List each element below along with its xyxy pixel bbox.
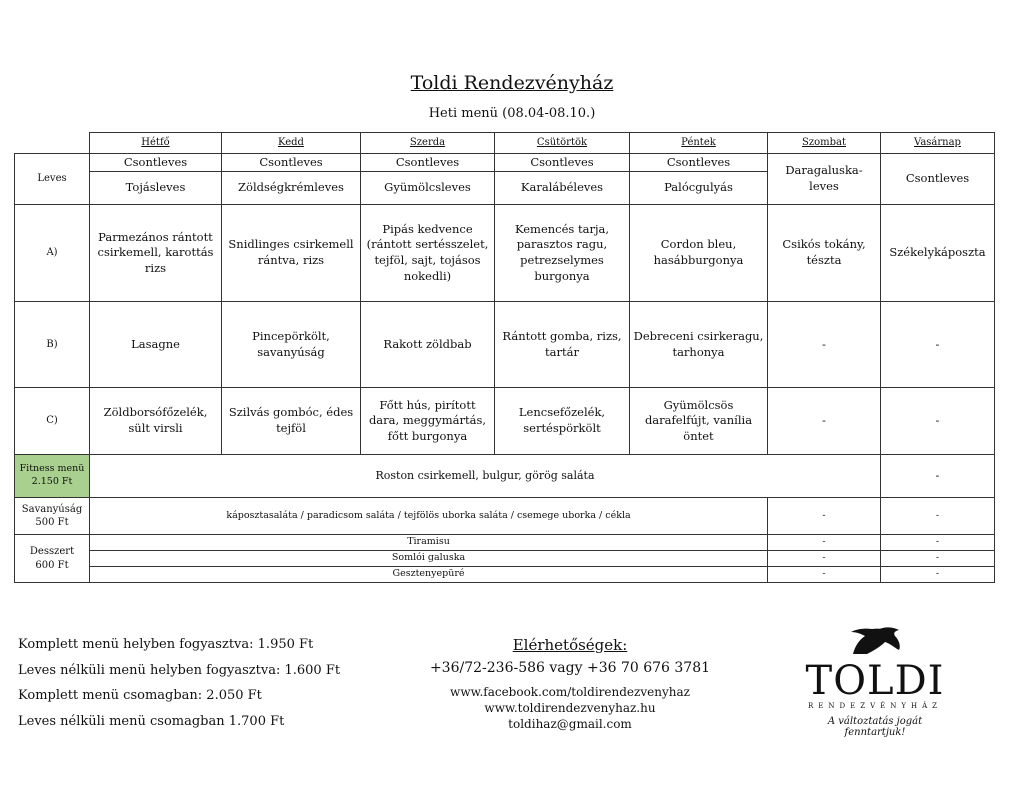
menu-a-sunday: Székelykáposzta: [881, 205, 995, 302]
website-link[interactable]: www.toldirendezvenyhaz.hu: [484, 701, 656, 715]
dessert-item: Tiramisu: [90, 535, 768, 551]
day-header-row: [15, 133, 995, 154]
fitness-label-cell: [15, 455, 90, 498]
fitness-row: [15, 455, 995, 498]
dessert-row-3: [15, 567, 995, 583]
dessert-item: Gesztenyepüré: [90, 567, 768, 583]
day-saturday: Szombat: [768, 133, 881, 154]
price-complete-dine-in: Komplett menü helyben fogyasztva: 1.950 Ft: [18, 637, 314, 652]
dessert-item: Somlói galuska: [90, 551, 768, 567]
fitness-price: 2.150 Ft: [31, 476, 73, 487]
menu-a-wednesday: Pipás kedvence (rántott sertésszelet, tejföl, sajt, tojásos nokedli): [361, 205, 495, 302]
dessert-sunday: -: [881, 551, 995, 567]
menu-b-monday: Lasagne: [90, 302, 222, 388]
menu-b-thursday: Rántott gomba, rizs, tartár: [495, 302, 630, 388]
price-no-soup-takeaway: Leves nélküli menü csomagban 1.700 Ft: [18, 713, 285, 729]
menu-b-wednesday: Rakott zöldbab: [361, 302, 495, 388]
soup-first-friday: Csontleves: [630, 154, 768, 172]
corner-cell: [15, 133, 90, 154]
dessert-saturday: -: [768, 551, 881, 567]
soup-first-thursday: Csontleves: [495, 154, 630, 172]
pickles-label: Savanyúság: [21, 503, 83, 515]
price-no-soup-dine-in: Leves nélküli menü helyben fogyasztva: 1.600 Ft: [18, 662, 341, 678]
contact-block: [390, 636, 750, 732]
day-friday: Péntek: [630, 133, 768, 154]
toldi-logo: [800, 624, 950, 738]
menu-c-sunday: -: [881, 388, 995, 455]
contact-heading: Elérhetőségek:: [512, 636, 628, 654]
fitness-dish: Roston csirkemell, bulgur, görög saláta: [90, 455, 881, 498]
dessert-price: 600 Ft: [35, 559, 69, 571]
menu-a-label: A): [15, 205, 90, 302]
fitness-label: Fitness menü: [19, 463, 85, 475]
pickles-label-cell: [15, 498, 90, 535]
facebook-link[interactable]: www.facebook.com/toldirendezvenyhaz: [450, 685, 690, 699]
menu-b-sunday: -: [881, 302, 995, 388]
menu-c-tuesday: Szilvás gombóc, édes tejföl: [222, 388, 361, 455]
pickles-options: káposztasaláta / paradicsom saláta / tejfölös uborka saláta / csemege uborka / cékla: [90, 498, 768, 535]
menu-b-friday: Debreceni csirkeragu, tarhonya: [630, 302, 768, 388]
menu-c-wednesday: Főtt hús, pirított dara, meggymártás, főtt burgonya: [361, 388, 495, 455]
contact-phones: +36/72-236-586 vagy +36 70 676 3781: [429, 660, 711, 676]
soup-second-friday: Palócgulyás: [630, 172, 768, 205]
logo-brand: TOLDI: [805, 658, 945, 704]
page-title: Toldi Rendezvényház: [410, 72, 614, 94]
day-monday: Hétfő: [90, 133, 222, 154]
dessert-label-cell: [15, 535, 90, 583]
email-link[interactable]: toldihaz@gmail.com: [508, 717, 632, 731]
menu-b-tuesday: Pincepörkölt, savanyúság: [222, 302, 361, 388]
soup-second-monday: Tojásleves: [90, 172, 222, 205]
menu-c-row: [15, 388, 995, 455]
soup-second-wednesday: Gyümölcsleves: [361, 172, 495, 205]
price-list: [18, 632, 340, 734]
dessert-saturday: -: [768, 567, 881, 583]
soup-label: Leves: [15, 154, 90, 205]
dessert-row-2: [15, 551, 995, 567]
menu-a-saturday: Csikós tokány, tészta: [768, 205, 881, 302]
soup-first-tuesday: Csontleves: [222, 154, 361, 172]
rights-note: A változtatás jogát fenntartjuk!: [827, 716, 923, 738]
day-thursday: Csütörtök: [495, 133, 630, 154]
weekly-menu-table: [14, 132, 995, 583]
menu-b-saturday: -: [768, 302, 881, 388]
menu-a-tuesday: Snidlinges csirkemell rántva, rizs: [222, 205, 361, 302]
logo-tagline: RENDEZVÉNYHÁZ: [807, 702, 943, 710]
menu-c-friday: Gyümölcsös darafelfújt, vanília öntet: [630, 388, 768, 455]
menu-a-thursday: Kemencés tarja, parasztos ragu, petrezselymes burgonya: [495, 205, 630, 302]
soup-second-tuesday: Zöldségkrémleves: [222, 172, 361, 205]
dessert-label: Desszert: [29, 546, 75, 557]
day-sunday: Vasárnap: [881, 133, 995, 154]
fitness-sunday: -: [881, 455, 995, 498]
menu-c-saturday: -: [768, 388, 881, 455]
menu-b-row: [15, 302, 995, 388]
dessert-saturday: -: [768, 535, 881, 551]
soup-row-1: [15, 154, 995, 172]
soup-sunday: Csontleves: [881, 154, 995, 205]
menu-a-row: [15, 205, 995, 302]
pickles-price: 500 Ft: [35, 517, 69, 528]
soup-saturday: Daragaluska-leves: [768, 154, 881, 205]
horse-head-icon: [845, 624, 905, 658]
pickles-sunday: -: [881, 498, 995, 535]
dessert-sunday: -: [881, 535, 995, 551]
pickles-row: [15, 498, 995, 535]
menu-c-thursday: Lencsefőzelék, sertéspörkölt: [495, 388, 630, 455]
menu-a-friday: Cordon bleu, hasábburgonya: [630, 205, 768, 302]
soup-second-thursday: Karalábéleves: [495, 172, 630, 205]
menu-a-monday: Parmezános rántott csirkemell, karottás rizs: [90, 205, 222, 302]
menu-week-subtitle: Heti menü (08.04-08.10.): [428, 106, 596, 121]
menu-c-label: C): [15, 388, 90, 455]
price-complete-takeaway: Komplett menü csomagban: 2.050 Ft: [18, 688, 262, 703]
menu-b-label: B): [15, 302, 90, 388]
day-wednesday: Szerda: [361, 133, 495, 154]
soup-first-wednesday: Csontleves: [361, 154, 495, 172]
day-tuesday: Kedd: [222, 133, 361, 154]
pickles-saturday: -: [768, 498, 881, 535]
dessert-row-1: [15, 535, 995, 551]
menu-c-monday: Zöldborsófőzelék, sült virsli: [90, 388, 222, 455]
dessert-sunday: -: [881, 567, 995, 583]
soup-first-monday: Csontleves: [90, 154, 222, 172]
